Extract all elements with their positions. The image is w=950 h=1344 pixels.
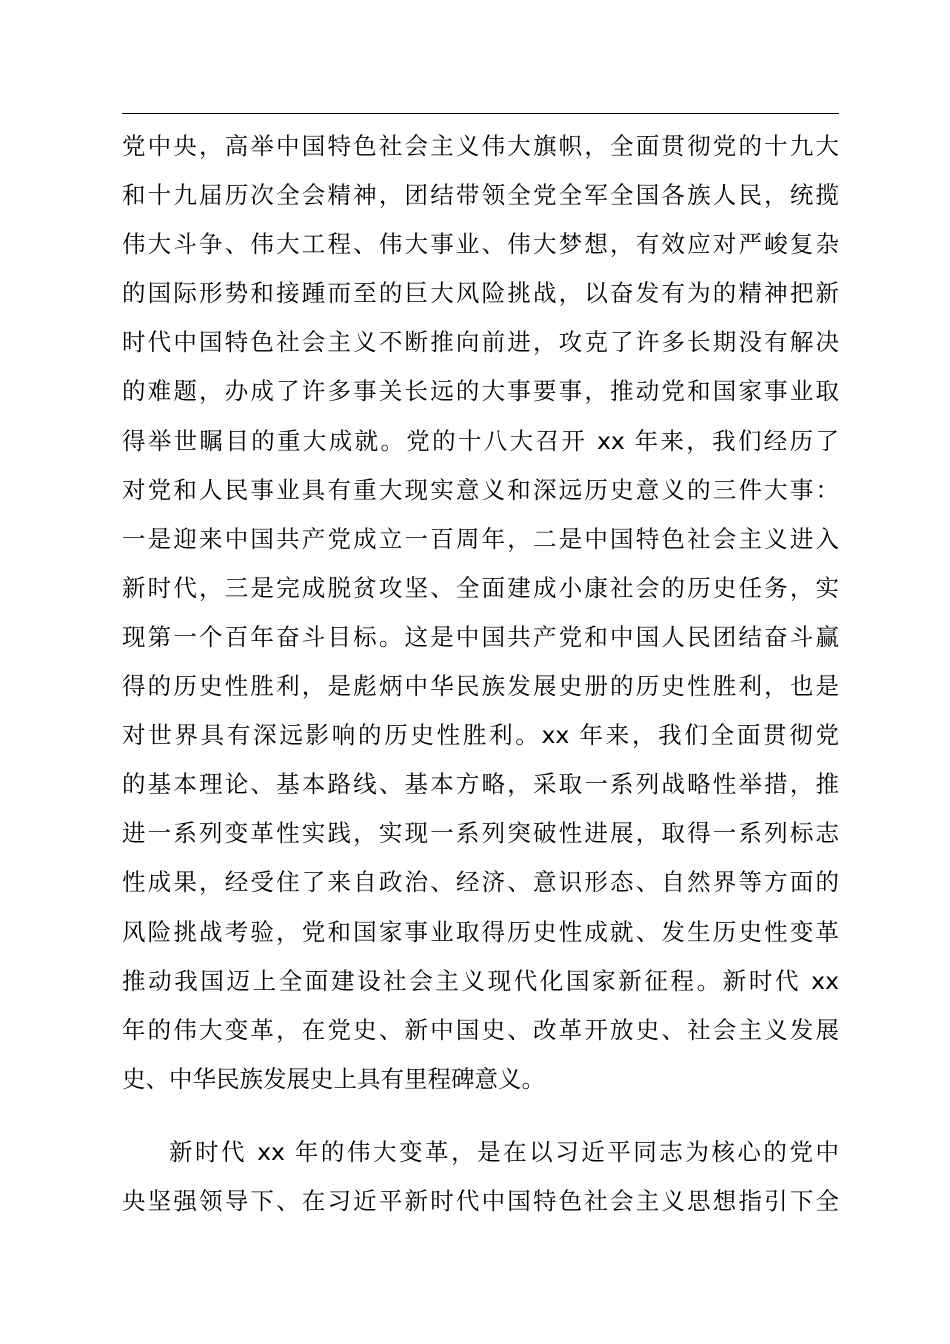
paragraph-2 xyxy=(122,1128,839,1226)
text-line: 史、中华民族发展史上具有里程碑意义。 xyxy=(122,1064,545,1093)
text-line: 时代中国特色社会主义不断推向前进，攻克了许多长期没有解决 xyxy=(122,328,839,357)
header-rule xyxy=(122,113,839,114)
paragraph-gap xyxy=(122,1104,839,1128)
text-line: 对党和人民事业具有重大现实意义和深远历史意义的三件大事： xyxy=(122,475,839,504)
document-body xyxy=(122,122,839,1226)
text-line: 推动我国迈上全面建设社会主义现代化国家新征程。新时代 xx xyxy=(122,966,839,995)
text-line: 风险挑战考验，党和国家事业取得历史性成就、发生历史性变革 xyxy=(122,917,839,946)
text-line: 和十九届历次全会精神，团结带领全党全军全国各族人民，统揽 xyxy=(122,181,839,210)
text-line: 新时代，三是完成脱贫攻坚、全面建成小康社会的历史任务，实 xyxy=(122,573,839,602)
text-line: 年的伟大变革，在党史、新中国史、改革开放史、社会主义发展 xyxy=(122,1015,839,1044)
text-line: 进一系列变革性实践，实现一系列突破性进展，取得一系列标志 xyxy=(122,819,839,848)
text-line: 得举世瞩目的重大成就。党的十八大召开 xx 年来，我们经历了 xyxy=(122,426,839,455)
text-line: 对世界具有深远影响的历史性胜利。xx 年来，我们全面贯彻党 xyxy=(122,721,839,750)
text-line: 现第一个百年奋斗目标。这是中国共产党和中国人民团结奋斗赢 xyxy=(122,622,839,651)
paragraph-1 xyxy=(122,122,839,1104)
text-line: 性成果，经受住了来自政治、经济、意识形态、自然界等方面的 xyxy=(122,868,839,897)
text-line: 新时代 xx 年的伟大变革，是在以习近平同志为核心的党中 xyxy=(169,1137,839,1166)
text-line: 得的历史性胜利，是彪炳中华民族发展史册的历史性胜利，也是 xyxy=(122,672,839,701)
text-line: 党中央，高举中国特色社会主义伟大旗帜，全面贯彻党的十九大 xyxy=(122,132,839,160)
text-line: 一是迎来中国共产党成立一百周年，二是中国特色社会主义进入 xyxy=(122,524,839,553)
text-line: 伟大斗争、伟大工程、伟大事业、伟大梦想，有效应对严峻复杂 xyxy=(122,230,839,259)
text-line: 的国际形势和接踵而至的巨大风险挑战，以奋发有为的精神把新 xyxy=(122,279,839,308)
text-line: 的基本理论、基本路线、基本方略，采取一系列战略性举措，推 xyxy=(122,770,839,799)
text-line: 的难题，办成了许多事关长远的大事要事，推动党和国家事业取 xyxy=(122,377,839,406)
text-line: 央坚强领导下、在习近平新时代中国特色社会主义思想指引下全 xyxy=(122,1186,839,1215)
